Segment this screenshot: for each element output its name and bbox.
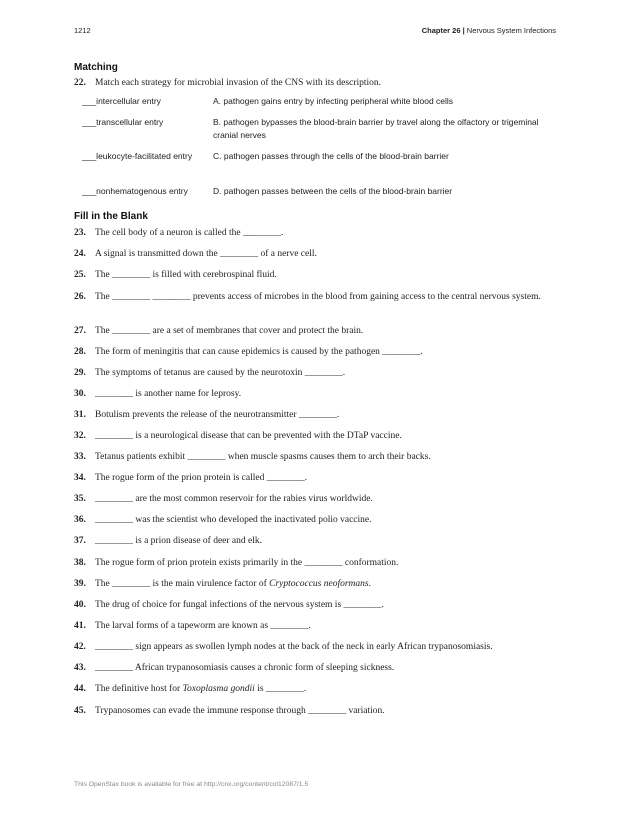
question-text: The rogue form of prion protein exists primarily in the ________ conformation. [95, 558, 399, 568]
question-text: Botulism prevents the release of the neurotransmitter ________. [95, 410, 340, 420]
section-title-fill-in: Fill in the Blank [74, 211, 148, 222]
question-number: 23. [74, 228, 86, 238]
question-item [74, 291, 556, 305]
question-number: 42. [74, 642, 86, 652]
question-number: 32. [74, 431, 86, 441]
question-item [74, 325, 556, 339]
running-header [422, 26, 556, 35]
question-number: 25. [74, 270, 86, 280]
matching-description: B. pathogen bypasses the blood-brain barrier by travel along the olfactory or trigeminal cranial nerves [213, 117, 539, 140]
question-text: ________ is a neurological disease that can be prevented with the DTaP vaccine. [95, 431, 402, 441]
question-item [74, 641, 556, 655]
question-item [74, 514, 556, 528]
question-number: 37. [74, 536, 86, 546]
question-text: The ________ is the main virulence factor of [95, 579, 270, 589]
question-text: The larval forms of a tapeworm are known as ________. [95, 621, 311, 631]
question-text: The ________ is filled with cerebrospinal fluid. [95, 270, 277, 280]
question-text: ________ was the scientist who developed the inactivated polio vaccine. [95, 515, 372, 525]
question-item [74, 409, 556, 423]
matching-term: ___leukocyte-facilitated entry [82, 151, 193, 161]
matching-question [74, 77, 556, 91]
question-text: The definitive host for [95, 684, 183, 694]
question-text: Trypanosomes can evade the immune response through ________ variation. [95, 706, 385, 716]
question-number: 33. [74, 452, 86, 462]
header-separator: | [460, 26, 467, 35]
question-number: 43. [74, 663, 86, 673]
matching-description: C. pathogen passes through the cells of the blood-brain barrier [213, 151, 449, 161]
question-item [74, 493, 556, 507]
question-number: 36. [74, 515, 86, 525]
page-number: 1212 [74, 26, 91, 35]
matching-term: ___intercellular entry [82, 96, 161, 106]
question-text-end: . [368, 579, 371, 589]
question-number: 26. [74, 292, 86, 302]
question-item [74, 535, 556, 549]
question-item [74, 599, 556, 613]
section-title-matching: Matching [74, 62, 118, 73]
question-number: 30. [74, 389, 86, 399]
question-item [74, 705, 556, 719]
question-item [74, 451, 556, 465]
question-text-end: is ________. [254, 684, 307, 694]
question-text: The drug of choice for fungal infections of the nervous system is ________. [95, 600, 384, 610]
question-text: The ________ are a set of membranes that cover and protect the brain. [95, 326, 364, 336]
question-text: The symptoms of tetanus are caused by the neurotoxin ________. [95, 368, 346, 378]
question-text: The cell body of a neuron is called the ________. [95, 228, 284, 238]
question-item [74, 346, 556, 360]
question-item [74, 578, 556, 592]
question-item [74, 388, 556, 402]
question-item [74, 620, 556, 634]
chapter-title: Nervous System Infections [466, 26, 556, 35]
question-number: 41. [74, 621, 86, 631]
question-number: 22. [74, 78, 86, 88]
question-item [74, 683, 556, 697]
matching-term: ___transcellular entry [82, 117, 164, 127]
species-name: Cryptococcus neoformans [269, 579, 369, 589]
question-item [74, 269, 556, 283]
question-number: 40. [74, 600, 86, 610]
question-text: ________ is another name for leprosy. [95, 389, 242, 399]
matching-description: A. pathogen gains entry by infecting peripheral white blood cells [213, 96, 454, 106]
question-number: 29. [74, 368, 86, 378]
chapter-label: Chapter 26 [421, 26, 461, 35]
question-text: ________ are the most common reservoir for the rabies virus worldwide. [95, 494, 373, 504]
matching-term: ___nonhematogenous entry [82, 186, 188, 196]
question-text: ________ is a prion disease of deer and elk. [95, 536, 262, 546]
question-text: ________ sign appears as swollen lymph nodes at the back of the neck in early African trypanosomiasis. [95, 642, 493, 652]
matching-description: D. pathogen passes between the cells of the blood-brain barrier [213, 186, 453, 196]
question-text: A signal is transmitted down the ________ of a nerve cell. [95, 249, 317, 259]
question-number: 28. [74, 347, 86, 357]
species-name: Toxoplasma gondii [182, 684, 255, 694]
question-item [74, 248, 556, 262]
question-number: 34. [74, 473, 86, 483]
footer: This OpenStax book is available for free at http://cnx.org/content/col12087/1.5 [74, 781, 309, 788]
question-item [74, 557, 556, 571]
question-number: 39. [74, 579, 86, 589]
question-number: 45. [74, 706, 86, 716]
question-item [74, 472, 556, 486]
question-number: 31. [74, 410, 86, 420]
question-number: 27. [74, 326, 86, 336]
question-number: 38. [74, 558, 86, 568]
question-text: Tetanus patients exhibit ________ when muscle spasms causes them to arch their backs. [95, 452, 431, 462]
question-number: 44. [74, 684, 86, 694]
question-item [74, 430, 556, 444]
question-item [74, 367, 556, 381]
question-item [74, 227, 556, 241]
question-number: 35. [74, 494, 86, 504]
question-text: The ________ ________ prevents access of microbes in the blood from gaining access to the central nervous system. [95, 292, 541, 302]
question-text: Match each strategy for microbial invasion of the CNS with its description. [95, 78, 381, 88]
question-text: The rogue form of the prion protein is called ________. [95, 473, 308, 483]
question-text: ________ African trypanosomiasis causes a chronic form of sleeping sickness. [95, 663, 395, 673]
question-item [74, 662, 556, 676]
question-number: 24. [74, 249, 86, 259]
question-text: The form of meningitis that can cause epidemics is caused by the pathogen ________. [95, 347, 423, 357]
